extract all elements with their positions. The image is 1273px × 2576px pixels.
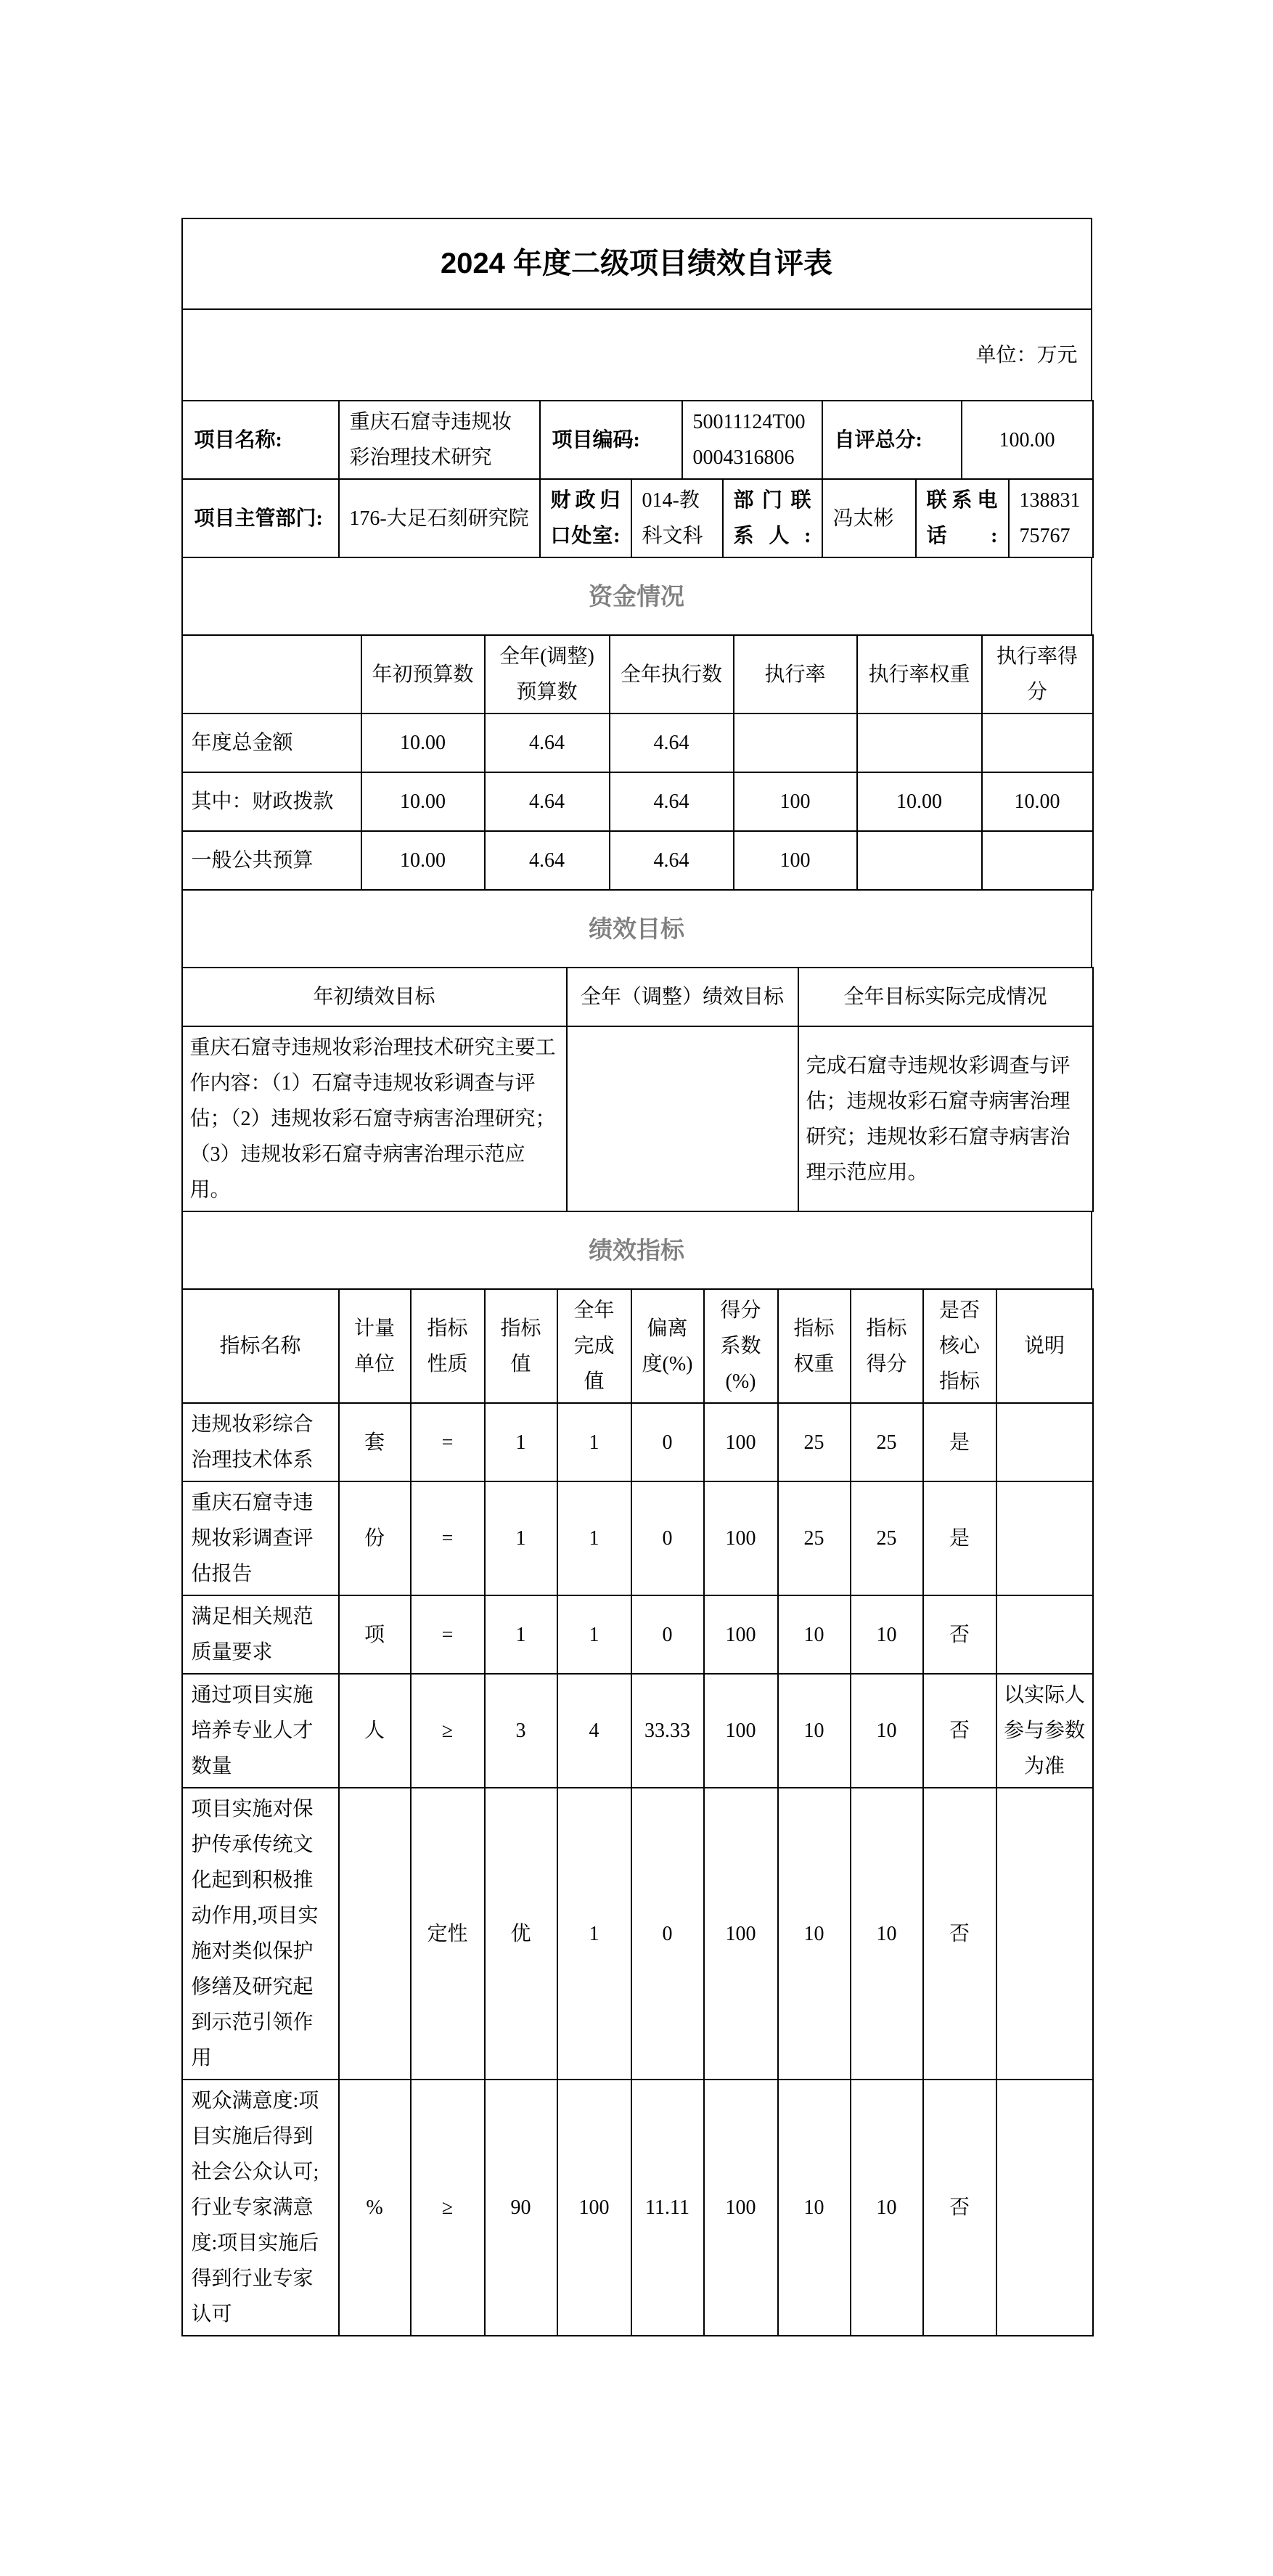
self-score-label: 自评总分: [822,401,962,479]
funding-cell: 10.00 [361,831,485,890]
funding-cell [857,831,982,890]
indicator-cell: 是 [923,1481,996,1595]
indicator-cell: 25 [778,1403,851,1481]
indicator-cell: % [339,2080,411,2336]
indicator-name-cell: 违规妆彩综合治理技术体系 [182,1403,339,1481]
funding-header-cell: 年初预算数 [361,635,485,713]
indicator-cell: 10 [778,1595,851,1674]
funding-header-cell [182,635,361,713]
self-score-value: 100.00 [962,401,1093,479]
funding-row-label: 其中：财政拨款 [182,772,361,831]
indicator-name-cell: 项目实施对保护传承传统文化起到积极推动作用,项目实施对类似保护修缮及研究起到示范引领作用 [182,1788,339,2080]
indicators-section-title: 绩效指标 [182,1211,1092,1289]
funding-cell: 4.64 [485,772,610,831]
indicators-header-cell: 说明 [996,1289,1093,1403]
phone-value: 13883175767 [1009,479,1093,557]
page-title: 2024 年度二级项目绩效自评表 [182,218,1092,309]
funding-cell [982,713,1093,772]
indicator-cell: 10 [851,1788,923,2080]
indicator-cell: 否 [923,1595,996,1674]
indicators-header-cell: 全年完成值 [557,1289,631,1403]
indicator-cell: 25 [851,1403,923,1481]
indicator-cell: 套 [339,1403,411,1481]
indicators-banner [181,1211,1092,1290]
contact-label: 部门联系人: [723,479,822,557]
funding-cell: 4.64 [485,831,610,890]
funding-row-label: 一般公共预算 [182,831,361,890]
funding-cell: 10.00 [361,713,485,772]
funding-cell: 4.64 [485,713,610,772]
indicator-cell: 10 [778,1788,851,2080]
indicator-cell: 100 [704,1788,778,2080]
indicator-note-cell [996,2080,1093,2336]
indicator-note-cell [996,1481,1093,1595]
funding-cell: 100 [734,831,857,890]
indicator-cell: 0 [631,1788,704,2080]
indicator-cell: 人 [339,1674,411,1788]
indicators-header-cell: 指标权重 [778,1289,851,1403]
indicator-cell: 1 [485,1403,557,1481]
indicator-cell: = [411,1403,485,1481]
indicator-cell: 0 [631,1403,704,1481]
self-evaluation-form [181,0,1092,2576]
indicator-cell: 10 [851,2080,923,2336]
indicator-cell: ≥ [411,2080,485,2336]
indicator-cell: 10 [778,2080,851,2336]
contact-value: 冯太彬 [822,479,916,557]
indicator-cell: 否 [923,2080,996,2336]
funding-banner [181,557,1092,636]
funding-table [181,634,1094,891]
dept-label: 项目主管部门: [182,479,339,557]
indicator-cell: 100 [704,1595,778,1674]
funding-cell [982,831,1093,890]
indicators-header-cell: 指标得分 [851,1289,923,1403]
indicator-cell: 10 [851,1674,923,1788]
indicator-cell: 0 [631,1481,704,1595]
goals-banner [181,889,1092,968]
indicators-header-cell: 得分系数(%) [704,1289,778,1403]
indicator-cell: 11.11 [631,2080,704,2336]
indicator-note-cell [996,1595,1093,1674]
indicators-header-cell: 指标名称 [182,1289,339,1403]
indicator-cell: 90 [485,2080,557,2336]
funding-cell: 10.00 [857,772,982,831]
indicator-cell: 1 [485,1595,557,1674]
finance-office-value: 014-教科文科 [631,479,723,557]
indicator-cell: 100 [704,1403,778,1481]
project-code-value: 50011124T000004316806 [682,401,822,479]
indicator-cell: 1 [557,1403,631,1481]
project-name-label: 项目名称: [182,401,339,479]
indicators-header-cell: 指标性质 [411,1289,485,1403]
indicator-note-cell [996,1403,1093,1481]
indicator-cell: 25 [851,1481,923,1595]
goals-table [181,967,1094,1212]
funding-cell: 100 [734,772,857,831]
project-code-label: 项目编码: [540,401,682,479]
indicators-table [181,1288,1094,2336]
indicator-name-cell: 重庆石窟寺违规妆彩调查评估报告 [182,1481,339,1595]
goal-actual-cell: 完成石窟寺违规妆彩调查与评估；违规妆彩石窟寺病害治理研究；违规妆彩石窟寺病害治理示范应用。 [798,1026,1093,1211]
indicator-note-cell [996,1788,1093,2080]
funding-cell [734,713,857,772]
funding-cell: 4.64 [610,772,734,831]
indicator-cell: 是 [923,1403,996,1481]
indicators-header-cell: 是否核心指标 [923,1289,996,1403]
indicator-cell: 1 [557,1595,631,1674]
finance-office-label: 财政归口处室: [540,479,631,557]
indicator-cell: 否 [923,1788,996,2080]
dept-value: 176-大足石刻研究院 [339,479,540,557]
indicator-cell: = [411,1481,485,1595]
indicator-cell: 4 [557,1674,631,1788]
funding-cell: 10.00 [361,772,485,831]
funding-cell: 10.00 [982,772,1093,831]
unit-note: 单位：万元 [182,309,1092,401]
title-band [181,218,1092,401]
funding-cell: 4.64 [610,831,734,890]
indicator-name-cell: 通过项目实施培养专业人才数量 [182,1674,339,1788]
indicator-cell [339,1788,411,2080]
project-name-value: 重庆石窟寺违规妆彩治理技术研究 [339,401,540,479]
goals-header-cell: 全年目标实际完成情况 [798,968,1093,1026]
indicator-note-cell: 以实际人参与参数为准 [996,1674,1093,1788]
indicator-cell: 1 [557,1788,631,2080]
indicator-cell: 项 [339,1595,411,1674]
indicator-cell: 份 [339,1481,411,1595]
indicator-cell: 100 [704,1674,778,1788]
funding-header-cell: 全年(调整)预算数 [485,635,610,713]
funding-header-cell: 执行率权重 [857,635,982,713]
indicator-cell: 1 [557,1481,631,1595]
indicator-cell: 1 [485,1481,557,1595]
funding-header-cell: 执行率得分 [982,635,1093,713]
indicator-cell: 100 [704,2080,778,2336]
indicator-cell: 优 [485,1788,557,2080]
indicator-cell: 否 [923,1674,996,1788]
funding-row-label: 年度总金额 [182,713,361,772]
indicator-cell: ≥ [411,1674,485,1788]
indicators-header-cell: 计量单位 [339,1289,411,1403]
goals-section-title: 绩效目标 [182,890,1092,968]
indicator-name-cell: 满足相关规范质量要求 [182,1595,339,1674]
indicator-cell: 10 [778,1674,851,1788]
indicator-cell: 3 [485,1674,557,1788]
indicator-cell: 10 [851,1595,923,1674]
funding-cell [857,713,982,772]
goal-adjusted-cell [567,1026,798,1211]
goals-header-cell: 全年（调整）绩效目标 [567,968,798,1026]
phone-label: 联系电话: [916,479,1009,557]
funding-header-cell: 执行率 [734,635,857,713]
indicators-header-cell: 偏离度(%) [631,1289,704,1403]
indicator-cell: 33.33 [631,1674,704,1788]
indicator-cell: 100 [704,1481,778,1595]
indicator-cell: 定性 [411,1788,485,2080]
goals-header-cell: 年初绩效目标 [182,968,567,1026]
project-info-row1 [181,400,1094,480]
funding-header-cell: 全年执行数 [610,635,734,713]
indicators-header-cell: 指标值 [485,1289,557,1403]
goal-initial-cell: 重庆石窟寺违规妆彩治理技术研究主要工作内容：（1）石窟寺违规妆彩调查与评估；（2）违规妆彩石窟寺病害治理研究；（3）违规妆彩石窟寺病害治理示范应用。 [182,1026,567,1211]
funding-section-title: 资金情况 [182,557,1092,635]
indicator-name-cell: 观众满意度:项目实施后得到社会公众认可;行业专家满意度:项目实施后得到行业专家认可 [182,2080,339,2336]
project-info-row2 [181,478,1094,558]
indicator-cell: = [411,1595,485,1674]
funding-cell: 4.64 [610,713,734,772]
indicator-cell: 0 [631,1595,704,1674]
indicator-cell: 100 [557,2080,631,2336]
indicator-cell: 25 [778,1481,851,1595]
